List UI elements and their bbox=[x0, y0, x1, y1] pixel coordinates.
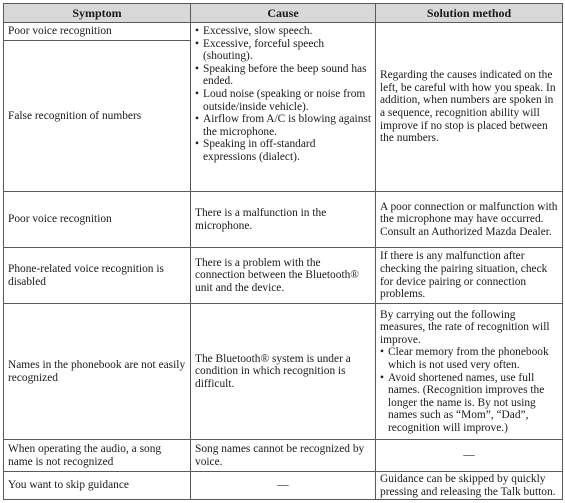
solution-cell bbox=[376, 304, 563, 440]
cause-bullet: • Excessive, forceful speech (shouting). bbox=[195, 38, 371, 63]
solution-cell: — bbox=[376, 440, 563, 472]
solution-cell: A poor connection or malfunction with the microphone may have occurred. Consult an Authorized Mazda Dealer. bbox=[376, 192, 563, 248]
solution-intro: By carrying out the following measures, the rate of recognition will improve. bbox=[380, 308, 550, 346]
header-symptom: Symptom bbox=[4, 4, 191, 23]
symptom-cell: Poor voice recognition bbox=[4, 192, 191, 248]
cause-bullet: • Excessive, slow speech. bbox=[195, 25, 371, 38]
voice-recognition-troubleshooting-table bbox=[3, 3, 563, 500]
cause-bullet: • Loud noise (speaking or noise from outside/inside vehicle). bbox=[195, 88, 371, 113]
cause-cell: There is a problem with the connection between the Bluetooth® unit and the device. bbox=[191, 248, 376, 304]
cause-cell: The Bluetooth® system is under a condition in which recognition is difficult. bbox=[191, 304, 376, 440]
solution-cell: If there is any malfunction after checking the pairing situation, check for device pairing or connection problems. bbox=[376, 248, 563, 304]
solution-bullet: • Clear memory from the phonebook which is not used very often. bbox=[380, 346, 558, 371]
table-row bbox=[4, 192, 563, 248]
table-row bbox=[4, 23, 563, 41]
cause-bullet: • Speaking in off-standard expressions (dialect). bbox=[195, 138, 371, 163]
symptom-cell: You want to skip guidance bbox=[4, 472, 191, 500]
header-row bbox=[4, 4, 563, 23]
solution-cell: Guidance can be skipped by quickly pressing and releasing the Talk button. bbox=[376, 472, 563, 500]
symptom-cell: Names in the phonebook are not easily recognized bbox=[4, 304, 191, 440]
solution-cell: Regarding the causes indicated on the left, be careful with how you speak. In addition, when numbers are spoken in a sequence, recognition ability will improve if no stop is placed between the numbers. bbox=[376, 23, 563, 192]
table-row bbox=[4, 304, 563, 440]
symptom-cell: Phone-related voice recognition is disabled bbox=[4, 248, 191, 304]
cause-cell: Song names cannot be recognized by voice. bbox=[191, 440, 376, 472]
cause-cell: There is a malfunction in the microphone. bbox=[191, 192, 376, 248]
cause-cell: — bbox=[191, 472, 376, 500]
cause-bullet: • Airflow from A/C is blowing against the microphone. bbox=[195, 113, 371, 138]
cause-cell bbox=[191, 23, 376, 192]
symptom-cell: False recognition of numbers bbox=[4, 41, 191, 192]
header-solution-method: Solution method bbox=[376, 4, 563, 23]
symptom-cell: When operating the audio, a song name is not recognized bbox=[4, 440, 191, 472]
table-row bbox=[4, 248, 563, 304]
solution-bullet: • Avoid shortened names, use full names. (Recognition improves the longer the name is. By not using names such as “Mom”, “Dad”, recognition will improve.) bbox=[380, 372, 558, 435]
table-row bbox=[4, 472, 563, 500]
header-cause: Cause bbox=[191, 4, 376, 23]
cause-bullet: • Speaking before the beep sound has ended. bbox=[195, 63, 371, 88]
table-row bbox=[4, 440, 563, 472]
symptom-cell: Poor voice recognition bbox=[4, 23, 191, 41]
